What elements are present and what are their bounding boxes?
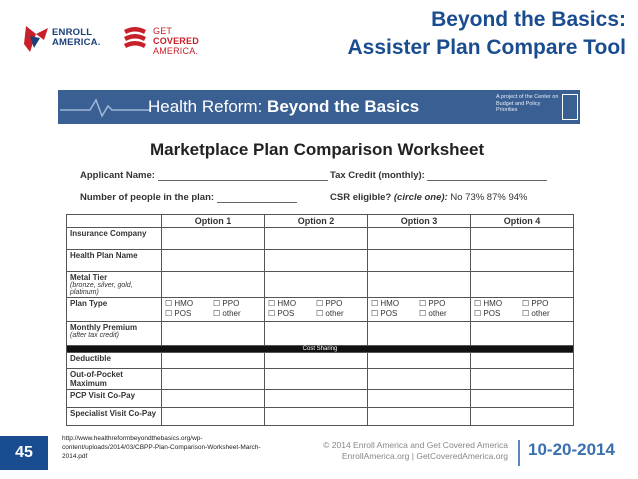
pos-checkbox: ☐ POS [165, 309, 192, 318]
enroll-america-logo [22, 22, 112, 58]
worksheet-banner [58, 90, 580, 124]
header-logos [22, 18, 212, 68]
cost-sharing-divider [67, 346, 574, 353]
plan-type-options-4 [471, 298, 574, 322]
applicant-name-line [158, 171, 328, 181]
heartbeat-pulse-icon [60, 96, 150, 118]
row-label-pcp-copay: PCP Visit Co-Pay [67, 390, 162, 408]
ppo-checkbox: ☐ PPO [522, 299, 549, 308]
column-header-option-2: Option 2 [265, 215, 368, 228]
worksheet-title: Marketplace Plan Comparison Worksheet [150, 140, 485, 159]
tax-credit-label: Tax Credit (monthly): [330, 170, 425, 181]
pos-checkbox: ☐ POS [371, 309, 398, 318]
slide-number: 45 [0, 436, 48, 470]
footer-separator [518, 440, 520, 466]
row-label-health-plan-name: Health Plan Name [67, 250, 162, 272]
applicant-name-field [80, 170, 328, 181]
other-checkbox: ☐ other [316, 309, 344, 318]
hmo-checkbox: ☐ HMO [474, 299, 503, 308]
slide-title-line1: Beyond the Basics: [431, 8, 626, 31]
slide-title-line2: Assister Plan Compare Tool [347, 36, 626, 59]
csr-eligible-hint: (circle one): [393, 192, 448, 203]
monthly-premium-sublabel: (after tax credit) [70, 332, 120, 339]
copyright-line2: EnrollAmerica.org | GetCoveredAmerica.org [341, 451, 508, 461]
get-covered-logo-line1: GET [153, 26, 173, 36]
copyright-notice [290, 440, 508, 462]
table-row [67, 272, 574, 298]
column-header-option-3: Option 3 [368, 215, 471, 228]
csr-eligible-options: No 73% 87% 94% [450, 192, 528, 203]
presentation-date: 10-20-2014 [528, 440, 615, 459]
column-header-option-4: Option 4 [471, 215, 574, 228]
tax-credit-field [330, 170, 547, 181]
plan-type-options-1 [162, 298, 265, 322]
people-count-field [80, 192, 297, 203]
banner-project-text: A project of the Center on Budget and Policy Priorities [496, 94, 559, 113]
table-row [67, 298, 574, 322]
worksheet-image [58, 90, 580, 428]
hmo-checkbox: ☐ HMO [165, 299, 194, 308]
copyright-line1: © 2014 Enroll America and Get Covered America [323, 440, 508, 450]
banner-title [148, 97, 419, 117]
row-label-plan-type: Plan Type [67, 298, 162, 322]
enroll-logo-line2: AMERICA. [52, 37, 101, 48]
slide-title [347, 6, 626, 62]
enroll-logo-line1: ENROLL [52, 27, 93, 38]
plan-type-options-2 [265, 298, 368, 322]
table-row [67, 228, 574, 250]
cbpp-logo-icon [562, 94, 578, 120]
hmo-checkbox: ☐ HMO [268, 299, 297, 308]
cost-sharing-label: Cost Sharing [67, 346, 574, 353]
monthly-premium-label: Monthly Premium [70, 323, 138, 332]
row-label-insurance-company: Insurance Company [67, 228, 162, 250]
table-row [67, 353, 574, 369]
table-header-row [67, 215, 574, 228]
hmo-checkbox: ☐ HMO [371, 299, 400, 308]
ppo-checkbox: ☐ PPO [419, 299, 446, 308]
plan-type-options-3 [368, 298, 471, 322]
table-row [67, 390, 574, 408]
row-label-out-of-pocket: Out-of-Pocket Maximum [67, 369, 162, 390]
banner-title-prefix: Health Reform: [148, 97, 268, 116]
ppo-checkbox: ☐ PPO [316, 299, 343, 308]
table-row [67, 369, 574, 390]
other-checkbox: ☐ other [419, 309, 447, 318]
other-checkbox: ☐ other [213, 309, 241, 318]
row-label-metal-tier [67, 272, 162, 298]
get-covered-logo-line3: AMERICA. [153, 46, 199, 56]
table-row [67, 408, 574, 426]
tax-credit-line [427, 171, 547, 181]
get-covered-logo-line2: COVERED [153, 36, 199, 46]
plan-comparison-table [66, 214, 574, 426]
source-url-link[interactable]: http://www.healthreformbeyondthebasics.org/wp-content/uploads/2014/03/CBPP-Plan-Comparison-Worksheet-March-2014.pdf [62, 435, 261, 460]
row-label-specialist-copay: Specialist Visit Co-Pay [67, 408, 162, 426]
metal-tier-sublabel: (bronze, silver, gold, platinum) [70, 282, 133, 296]
row-label-monthly-premium [67, 322, 162, 346]
other-checkbox: ☐ other [522, 309, 550, 318]
people-count-line [217, 193, 297, 203]
csr-eligible-field [330, 192, 527, 203]
pos-checkbox: ☐ POS [268, 309, 295, 318]
get-covered-america-logo [120, 22, 216, 58]
banner-title-main: Beyond the Basics [267, 97, 420, 116]
row-label-deductible: Deductible [67, 353, 162, 369]
metal-tier-label: Metal Tier [70, 273, 108, 282]
enroll-america-star-icon [22, 24, 50, 54]
get-covered-stripes-icon [120, 22, 150, 56]
table-row [67, 250, 574, 272]
table-row [67, 322, 574, 346]
people-count-label: Number of people in the plan: [80, 192, 215, 203]
applicant-name-label: Applicant Name: [80, 170, 155, 181]
csr-eligible-label: CSR eligible? [330, 192, 392, 203]
ppo-checkbox: ☐ PPO [213, 299, 240, 308]
column-header-option-1: Option 1 [162, 215, 265, 228]
pos-checkbox: ☐ POS [474, 309, 501, 318]
table-header-empty [67, 215, 162, 228]
